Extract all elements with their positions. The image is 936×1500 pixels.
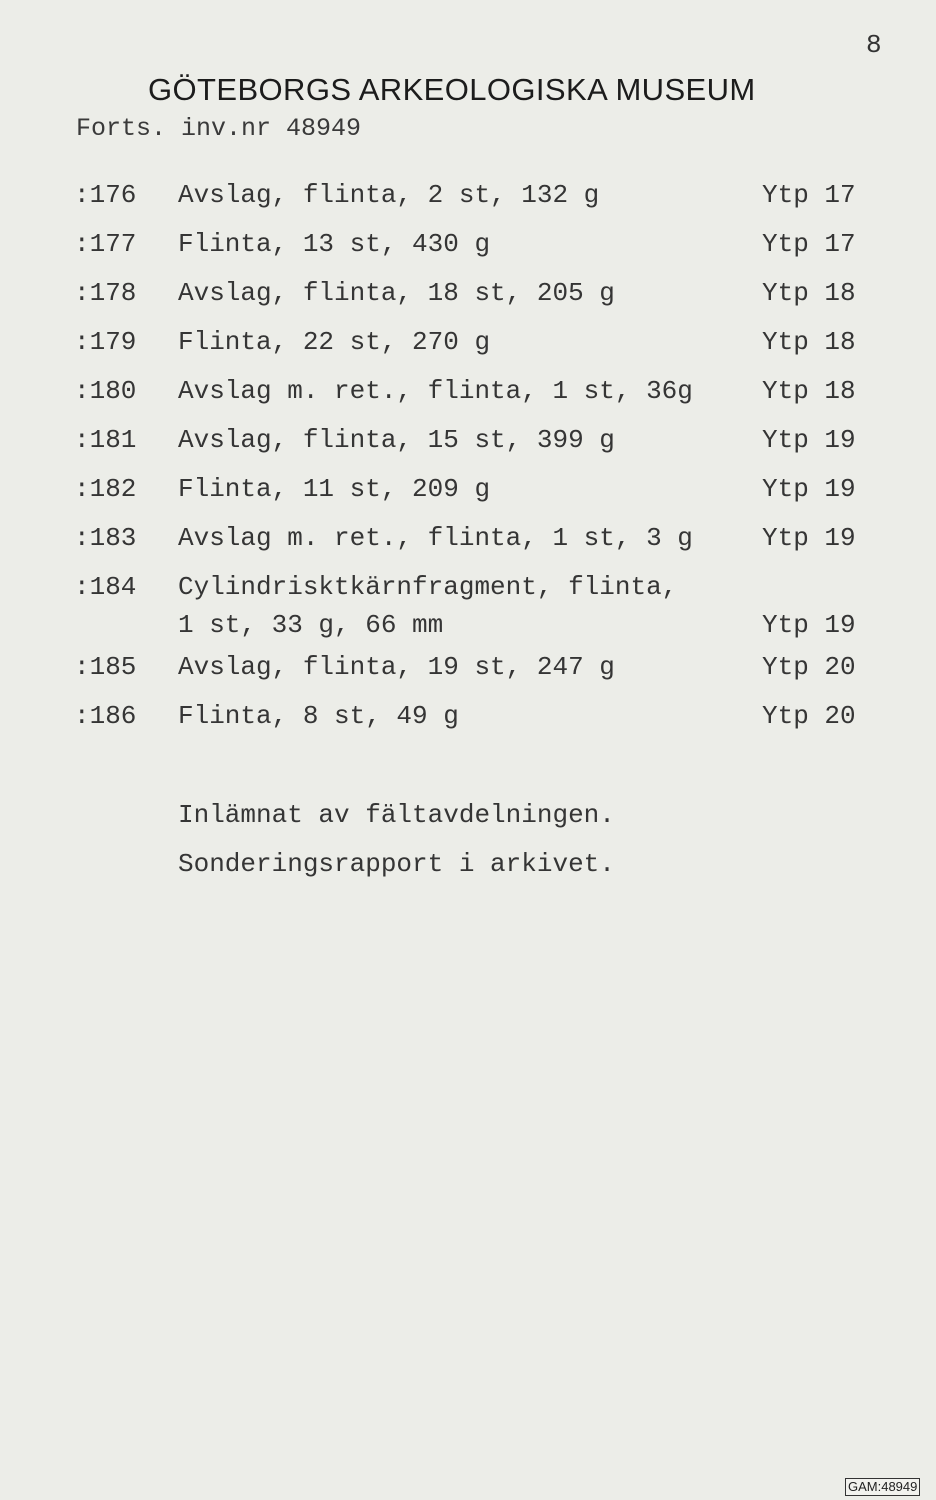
entry-description: Flinta, 8 st, 49 g: [178, 701, 459, 731]
entry-row-185: [0, 652, 936, 692]
entry-find-location: Ytp 18: [762, 278, 856, 308]
entry-description: Cylindrisktkärnfragment, flinta,: [178, 572, 678, 602]
entry-description: Avslag m. ret., flinta, 1 st, 3 g: [178, 523, 693, 553]
entry-number: :186: [74, 701, 137, 731]
entry-number: :183: [74, 523, 137, 553]
submitted-by-note: Inlämnat av fältavdelningen.: [178, 800, 615, 830]
report-note: Sonderingsrapport i arkivet.: [178, 849, 615, 879]
entry-find-location: Ytp 20: [762, 701, 856, 731]
entry-description: Avslag, flinta, 2 st, 132 g: [178, 180, 600, 210]
entry-row-182: [0, 474, 936, 514]
entry-number: :185: [74, 652, 137, 682]
entry-row-184: [0, 572, 936, 652]
entry-find-location: Ytp 19: [762, 610, 856, 640]
entry-row-183: [0, 523, 936, 563]
entry-row-176: [0, 180, 936, 220]
entry-number: :182: [74, 474, 137, 504]
entry-row-178: [0, 278, 936, 318]
inventory-number-line: Forts. inv.nr 48949: [76, 114, 362, 143]
entry-description: Avslag m. ret., flinta, 1 st, 36g: [178, 376, 693, 406]
entry-number: :181: [74, 425, 137, 455]
entry-description: Avslag, flinta, 15 st, 399 g: [178, 425, 615, 455]
entry-find-location: Ytp 19: [762, 425, 856, 455]
entry-find-location: Ytp 17: [762, 229, 856, 259]
entry-row-181: [0, 425, 936, 465]
entry-number: :179: [74, 327, 137, 357]
entry-number: :178: [74, 278, 137, 308]
entry-row-177: [0, 229, 936, 269]
entry-find-location: Ytp 20: [762, 652, 856, 682]
entry-number: :184: [74, 572, 137, 602]
entry-number: :177: [74, 229, 137, 259]
entry-find-location: Ytp 18: [762, 376, 856, 406]
entry-description: Flinta, 11 st, 209 g: [178, 474, 491, 504]
entry-find-location: Ytp 19: [762, 474, 856, 504]
entry-description: Avslag, flinta, 18 st, 205 g: [178, 278, 615, 308]
entry-find-location: Ytp 19: [762, 523, 856, 553]
catalog-code-label: GAM:48949: [845, 1478, 920, 1496]
entry-row-179: [0, 327, 936, 367]
entry-description: Flinta, 22 st, 270 g: [178, 327, 491, 357]
entry-number: :176: [74, 180, 137, 210]
entry-number: :180: [74, 376, 137, 406]
entry-description: Flinta, 13 st, 430 g: [178, 229, 491, 259]
entry-description: Avslag, flinta, 19 st, 247 g: [178, 652, 615, 682]
entry-find-location: Ytp 18: [762, 327, 856, 357]
page-number: 8: [866, 30, 882, 60]
entry-row-180: [0, 376, 936, 416]
entry-description-continued: 1 st, 33 g, 66 mm: [178, 610, 444, 640]
museum-title: GÖTEBORGS ARKEOLOGISKA MUSEUM: [148, 72, 756, 107]
entry-find-location: Ytp 17: [762, 180, 856, 210]
entry-row-186: [0, 701, 936, 741]
